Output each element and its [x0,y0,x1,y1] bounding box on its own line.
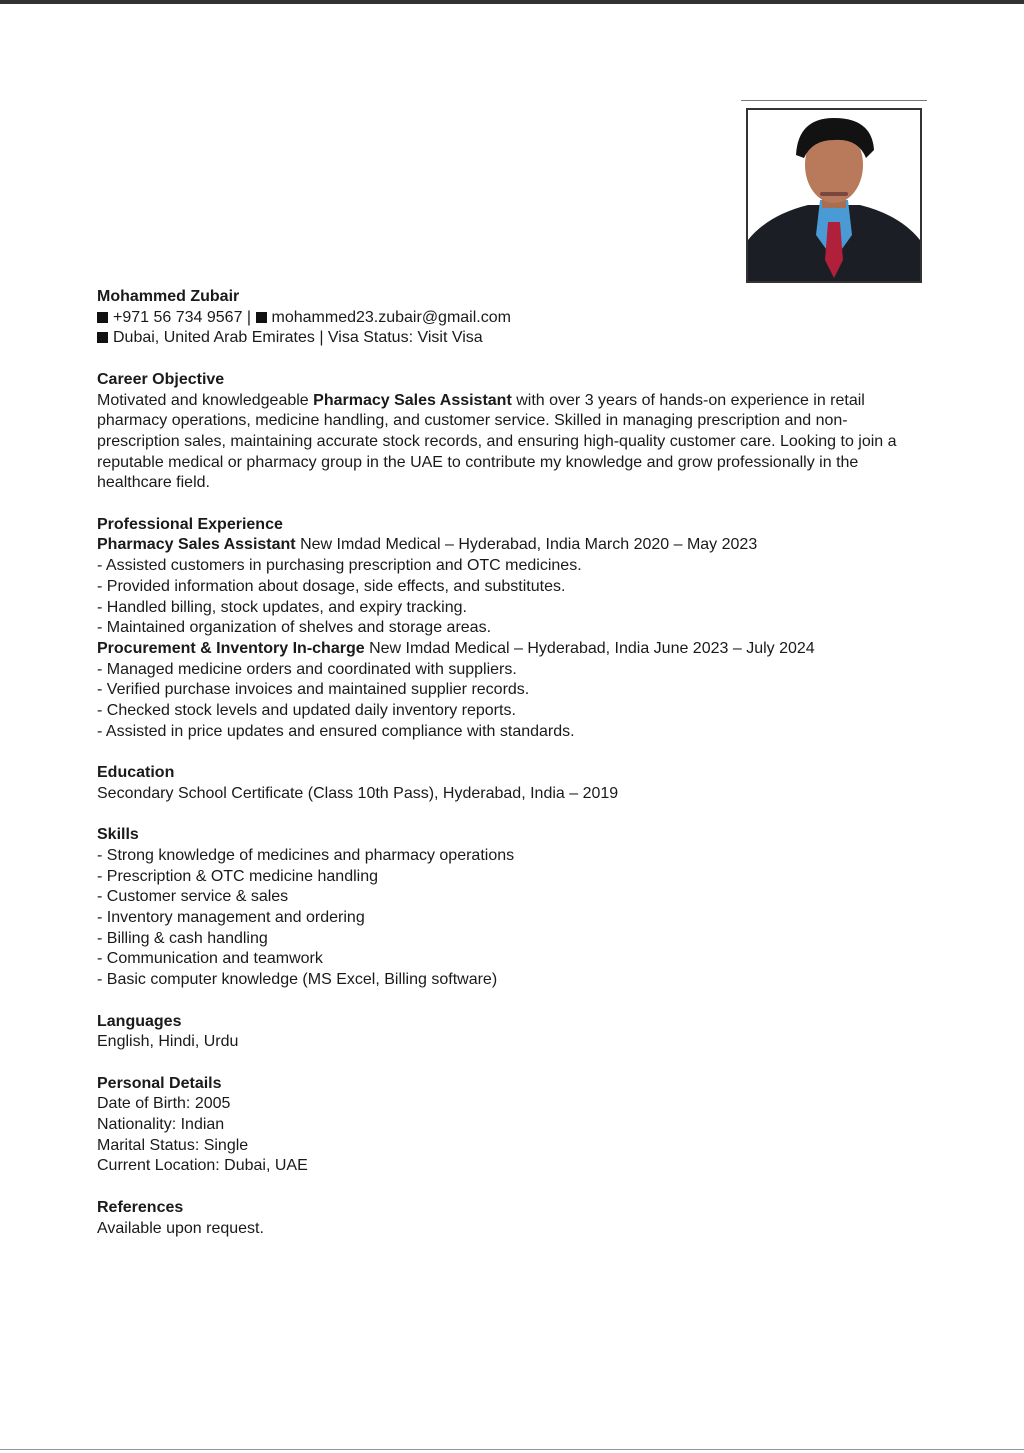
separator: | [242,308,256,326]
objective-role: Pharmacy Sales Assistant [313,391,512,409]
languages-text: English, Hindi, Urdu [97,1033,239,1051]
skills-list [97,846,929,991]
phone: +971 56 734 9567 [113,308,243,326]
education-text: Secondary School Certificate (Class 10th Pass), Hyderabad, India – 2019 [97,784,619,802]
separator: | [314,329,328,347]
personal-detail: Nationality: Indian [97,1116,225,1134]
job-header [97,535,929,556]
job-role: Pharmacy Sales Assistant [97,536,296,554]
skill-item: - Strong knowledge of medicines and pharmacy operations [97,846,515,864]
profile-photo [746,108,922,283]
objective-text [97,391,929,495]
top-bar [0,0,1024,4]
job-bullet: - Provided information about dosage, side effects, and substitutes. [97,577,566,595]
email-icon [256,312,267,323]
job-details: New Imdad Medical – Hyderabad, India March 2020 – May 2023 [295,536,758,554]
personal-detail: Current Location: Dubai, UAE [97,1157,308,1175]
job-role: Procurement & Inventory In-charge [97,639,365,657]
job-bullet: - Checked stock levels and updated daily inventory reports. [97,702,516,720]
job-bullet: - Managed medicine orders and coordinated with suppliers. [97,660,517,678]
skill-item: - Prescription & OTC medicine handling [97,867,379,885]
skill-item: - Basic computer knowledge (MS Excel, Billing software) [97,971,498,989]
phone-icon [97,312,108,323]
job-header [97,639,929,660]
objective-post: with over 3 years of hands-on experience in retail pharmacy operations, medicine handling, and customer service. Skilled in managing prescription and non-prescription sales, maintaining accurate stock records, and ensuring high-quality customer care. Looking to join a reputable medical or pharmacy group in the UAE to contribute my knowledge and grow professionally in the healthcare field. [97,391,897,492]
skill-item: - Customer service & sales [97,888,289,906]
skill-item: - Communication and teamwork [97,950,323,968]
section-title-references: References [97,1198,184,1216]
contact-line [97,308,929,329]
location-icon [97,332,108,343]
job-bullet: - Assisted customers in purchasing prescription and OTC medicines. [97,557,582,575]
email[interactable]: mohammed23.zubair@gmail.com [271,308,511,326]
section-title-personal: Personal Details [97,1074,222,1092]
personal-detail: Marital Status: Single [97,1136,249,1154]
candidate-name: Mohammed Zubair [97,288,240,305]
job-bullet: - Verified purchase invoices and maintained supplier records. [97,681,530,699]
personal-detail: Date of Birth: 2005 [97,1095,231,1113]
section-title-objective: Career Objective [97,370,225,388]
location: Dubai, United Arab Emirates [113,329,315,347]
resume [97,287,929,1239]
location-line [97,328,929,349]
visa-status: Visa Status: Visit Visa [327,329,483,347]
skill-item: - Billing & cash handling [97,929,268,947]
references-text: Available upon request. [97,1219,264,1237]
photo-rule [741,100,927,101]
job-bullet: - Handled billing, stock updates, and expiry tracking. [97,598,467,616]
section-title-education: Education [97,764,175,782]
job-list [97,535,929,742]
section-title-languages: Languages [97,1012,182,1030]
personal-details-list [97,1094,929,1177]
objective-pre: Motivated and knowledgeable [97,391,314,409]
job-details: New Imdad Medical – Hyderabad, India June 2023 – July 2024 [364,639,815,657]
job-bullet: - Assisted in price updates and ensured compliance with standards. [97,722,575,740]
job-bullet: - Maintained organization of shelves and storage areas. [97,619,492,637]
skill-item: - Inventory management and ordering [97,909,365,927]
section-title-skills: Skills [97,826,139,844]
section-title-experience: Professional Experience [97,515,283,533]
bottom-rule [0,1449,1024,1450]
